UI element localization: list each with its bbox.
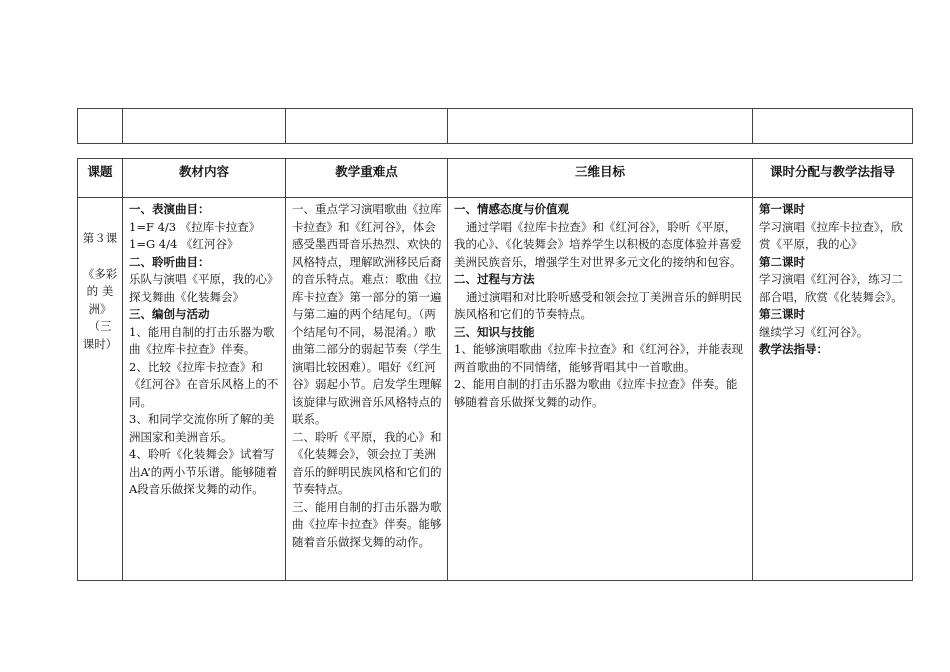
hours-line: 课时） [82,336,118,351]
blank-cell [448,109,753,144]
content-activity: 4、聆听《化装舞会》试着写出A’的两小节乐谱。能够随着A段音乐做探戈舞的动作。 [129,447,278,496]
content-heading: 二、聆听曲目： [129,254,210,269]
header-blank-table [77,108,913,144]
blank-cell [753,109,913,144]
period-text: 学习演唱《拉库卡拉查》，欣赏《平原，我的心》 [759,219,903,251]
header-content: 教材内容 [123,159,286,198]
content-listening: 乐队与演唱《平原，我的心》 [129,272,279,286]
period-heading: 第二课时 [759,254,805,269]
key-points-cell [286,198,448,581]
header-key-points: 教学重难点 [286,159,448,198]
content-song: 1=F 4/3 《拉库卡拉查》 [129,219,261,234]
goal-heading: 三、知识与技能 [454,324,535,339]
header-allocation: 课时分配与教学法指导 [753,159,913,198]
goal-text: 通过演唱和对比聆听感受和领会拉丁美洲音乐的鲜明民族风格和它们的节奏特点。 [454,289,742,321]
blank-cell [78,109,123,144]
content-activity: 1、能用自制的打击乐器为歌曲《拉库卡拉查》伴奏。 [129,324,275,356]
topic-cell [78,198,123,581]
content-cell [123,198,286,581]
key-point-paragraph: 三、能用自制的打击乐器为歌曲《拉库卡拉查》伴奏。能够随着音乐做探戈舞的动作。 [292,499,442,549]
content-listening: 探戈舞曲《化装舞会》 [129,289,244,304]
blank-cell [123,109,286,144]
key-point-paragraph: 二、聆听《平原，我的心》和《化装舞会》，领会拉丁美洲音乐的鲜明民族风格和它们的节奏特点。 [292,429,442,496]
unit-title-line: 《多彩 [82,266,118,281]
period-text: 继续学习《红河谷》。 [759,324,869,339]
table-header-row [78,159,913,198]
key-point-paragraph: 一、重点学习演唱歌曲《拉库卡拉查》和《红河谷》，体会感受墨西哥音乐热烈、欢快的风格特点，理解欧洲移民后裔的音乐特点。难点：歌曲《拉库卡拉查》第一部分的第一遍与第二遍的两个结尾句。（两个结尾句不同，易混淆。）歌曲第二部分的弱起节奏（学生演唱比较困难）。唱好《红河谷》弱起小节。启发学生理解该旋律与欧洲音乐风格特点的联系。 [292,202,442,426]
period-text: 学习演唱《红河谷》，练习二部合唱，欣赏《化装舞会》。 [759,272,903,304]
header-goals: 三维目标 [448,159,753,198]
table-row [78,198,913,581]
blank-cell [286,109,448,144]
goal-text: 2、能用自制的打击乐器为歌曲《拉库卡拉查》伴奏。能够随着音乐做探戈舞的动作。 [454,377,738,409]
content-activity: 3、和同学交流你所了解的美洲国家和美洲音乐。 [129,412,275,444]
unit-title-line: 的 美 [86,284,114,298]
period-heading: 第三课时 [759,307,805,321]
content-heading: 一、表演曲目： [129,202,210,216]
period-heading: 第一课时 [759,202,805,216]
header-topic: 课题 [78,159,123,198]
unit-title-line: 洲》 [88,301,112,316]
goal-text: 1、能够演唱歌曲《拉库卡拉查》和《红河谷》，并能表现两首歌曲的不同情绪，能够背唱其中一首歌曲。 [454,342,744,374]
blank-row [78,109,913,144]
content-song: 1=G 4/4 《红河谷》 [129,237,239,251]
method-heading: 教学法指导： [759,342,828,356]
goal-heading: 一、情感态度与价值观 [454,202,569,216]
goals-cell [448,198,753,581]
content-heading: 三、编创与活动 [129,307,210,321]
goal-heading: 二、过程与方法 [454,272,535,286]
lesson-number: 第３课 [82,231,118,245]
hours-line: （三 [88,319,112,333]
allocation-cell [753,198,913,581]
lesson-plan-table [77,158,913,581]
goal-text: 通过学唱《拉库卡拉查》和《红河谷》，聆听《平原，我的心》、《化装舞会》培养学生以积极的态度体验并喜爱美洲民族音乐，增强学生对世界多元文化的接纳和包容。 [454,219,742,269]
content-activity: 2、比较《拉库卡拉查》和《红河谷》在音乐风格上的不同。 [129,359,279,409]
